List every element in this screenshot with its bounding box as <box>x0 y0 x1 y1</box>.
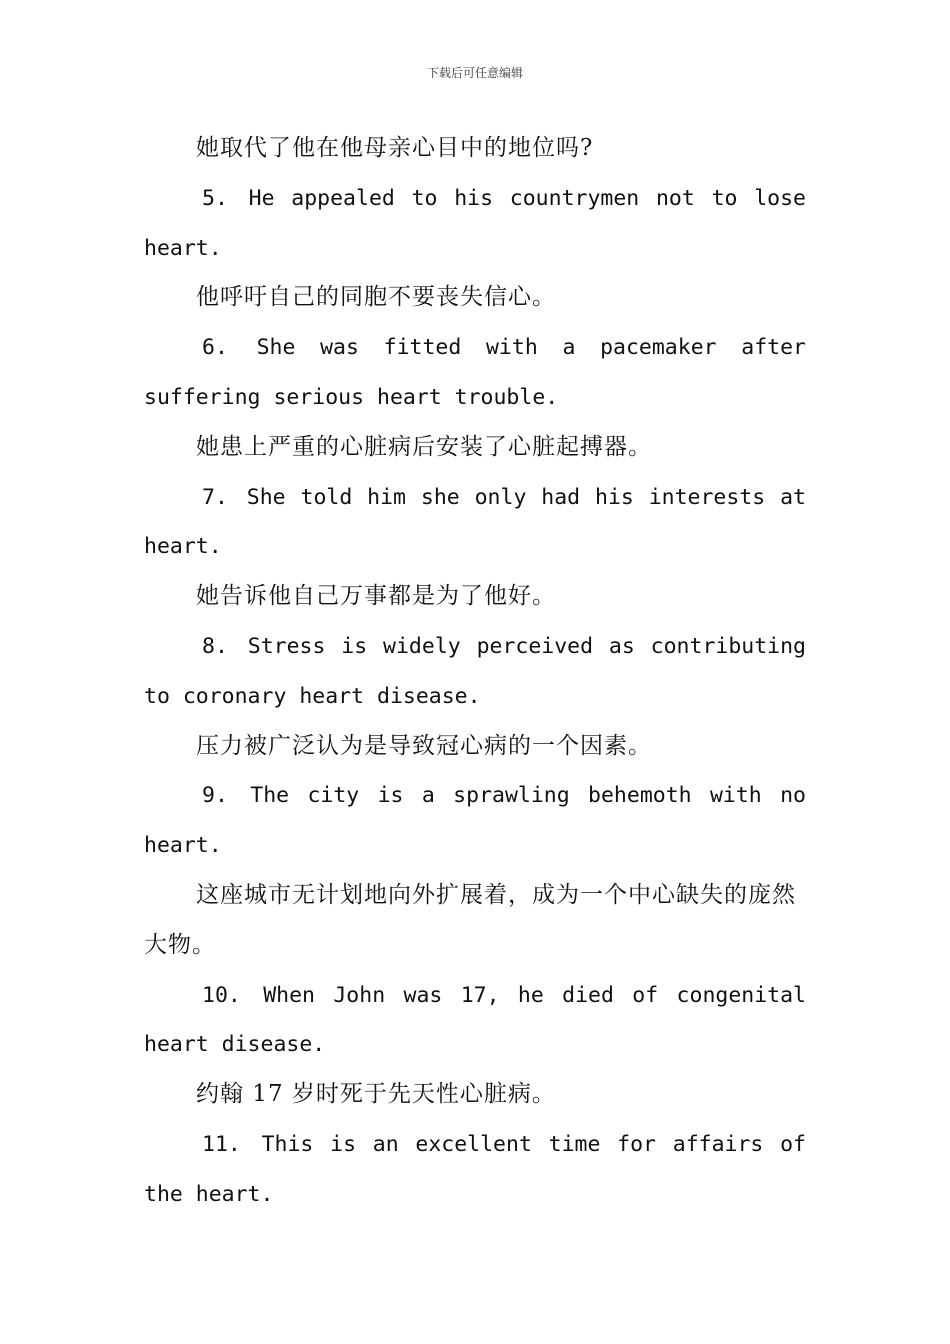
sentence-number: 7. <box>202 484 228 510</box>
translation-paragraph <box>144 124 806 174</box>
sentence-number: 9. <box>202 783 228 809</box>
example-sentence <box>144 771 806 871</box>
translation-text: 这座城市无计划地向外扩展着，成为一个中心缺失的庞然大物。 <box>144 881 796 958</box>
translation-text: 她患上严重的心脏病后安装了心脏起搏器。 <box>196 433 652 460</box>
sentence-text: He appealed to his countrymen not to lose heart. <box>144 185 806 261</box>
translation-paragraph <box>144 871 806 971</box>
translation-text: 她告诉他自己万事都是为了他好。 <box>196 583 556 610</box>
document-body <box>144 124 806 1220</box>
translation-text: 压力被广泛认为是导致冠心病的一个因素。 <box>196 732 652 759</box>
sentence-number: 11. <box>202 1131 241 1157</box>
sentence-text: This is an excellent time for affairs of the heart. <box>144 1131 806 1207</box>
sentence-number: 6. <box>202 335 228 361</box>
example-sentence <box>144 174 806 274</box>
translation-text: 他呼吁自己的同胞不要丧失信心。 <box>196 284 556 311</box>
sentence-text: The city is a sprawling behemoth with no heart. <box>144 783 806 859</box>
header-note: 下载后可任意编辑 <box>426 66 523 80</box>
translation-paragraph <box>144 572 806 622</box>
translation-paragraph <box>144 273 806 323</box>
sentence-text: When John was 17, he died of congenital heart disease. <box>144 982 806 1058</box>
example-sentence <box>144 473 806 573</box>
translation-paragraph <box>144 423 806 473</box>
example-sentence <box>144 622 806 722</box>
example-sentence <box>144 323 806 423</box>
sentence-text: She told him she only had his interests at heart. <box>144 484 806 560</box>
sentence-number: 10. <box>202 982 241 1008</box>
sentence-number: 5. <box>202 185 228 211</box>
translation-paragraph <box>144 1070 806 1120</box>
example-sentence <box>144 971 806 1071</box>
translation-text: 约翰 17 岁时死于先天性心脏病。 <box>196 1081 556 1108</box>
translation-text: 她取代了他在他母亲心目中的地位吗? <box>196 135 594 161</box>
sentence-text: She was fitted with a pacemaker after suffering serious heart trouble. <box>144 335 806 410</box>
sentence-text: Stress is widely perceived as contributing to coronary heart disease. <box>144 633 807 709</box>
example-sentence <box>144 1120 806 1220</box>
translation-paragraph <box>144 722 806 772</box>
sentence-number: 8. <box>202 633 228 659</box>
